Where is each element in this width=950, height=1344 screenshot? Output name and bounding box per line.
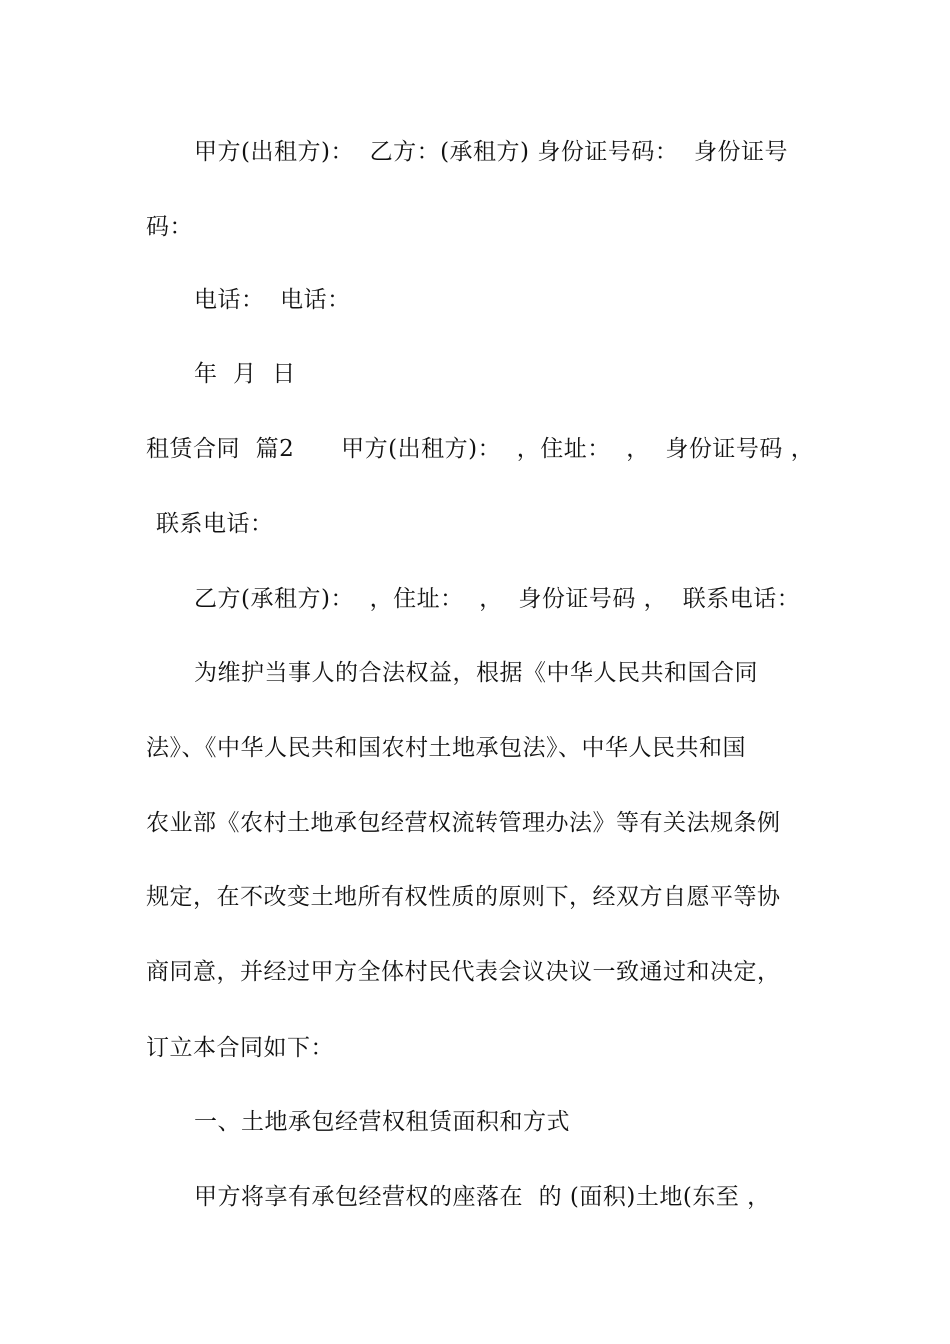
date-line: 年 月 日 [194,361,296,387]
text-line: 电话： 电话： [194,287,351,313]
section-heading-line: 租赁合同 篇2 甲方(出租方)： ，住址： ， 身份证号码 ， [146,436,815,462]
text-line: 联系电话： [156,511,274,537]
paragraph-line: 规定，在不改变土地所有权性质的原则下，经双方自愿平等协 [146,884,781,910]
paragraph-line: 订立本合同如下： [146,1035,334,1061]
text-line: 码： [146,214,193,240]
paragraph-line: 法》、《中华人民共和国农村土地承包法》、中华人民共和国 [146,735,746,761]
section-title: 一、土地承包经营权租赁面积和方式 [194,1109,570,1135]
paragraph-line: 为维护当事人的合法权益，根据《中华人民共和国合同 [194,660,758,686]
text-line: 乙方(承租方)： ，住址： ， 身份证号码 ， 联系电话： [194,586,801,612]
paragraph-line: 农业部《农村土地承包经营权流转管理办法》等有关法规条例 [146,810,781,836]
text-line: 甲方(出租方)： 乙方：(承租方) 身份证号码： 身份证号 [194,139,788,165]
paragraph-line: 商同意，并经过甲方全体村民代表会议决议一致通过和决定， [146,959,781,985]
paragraph-line: 甲方将享有承包经营权的座落在 的 (面积)土地(东至 ， [194,1184,771,1210]
